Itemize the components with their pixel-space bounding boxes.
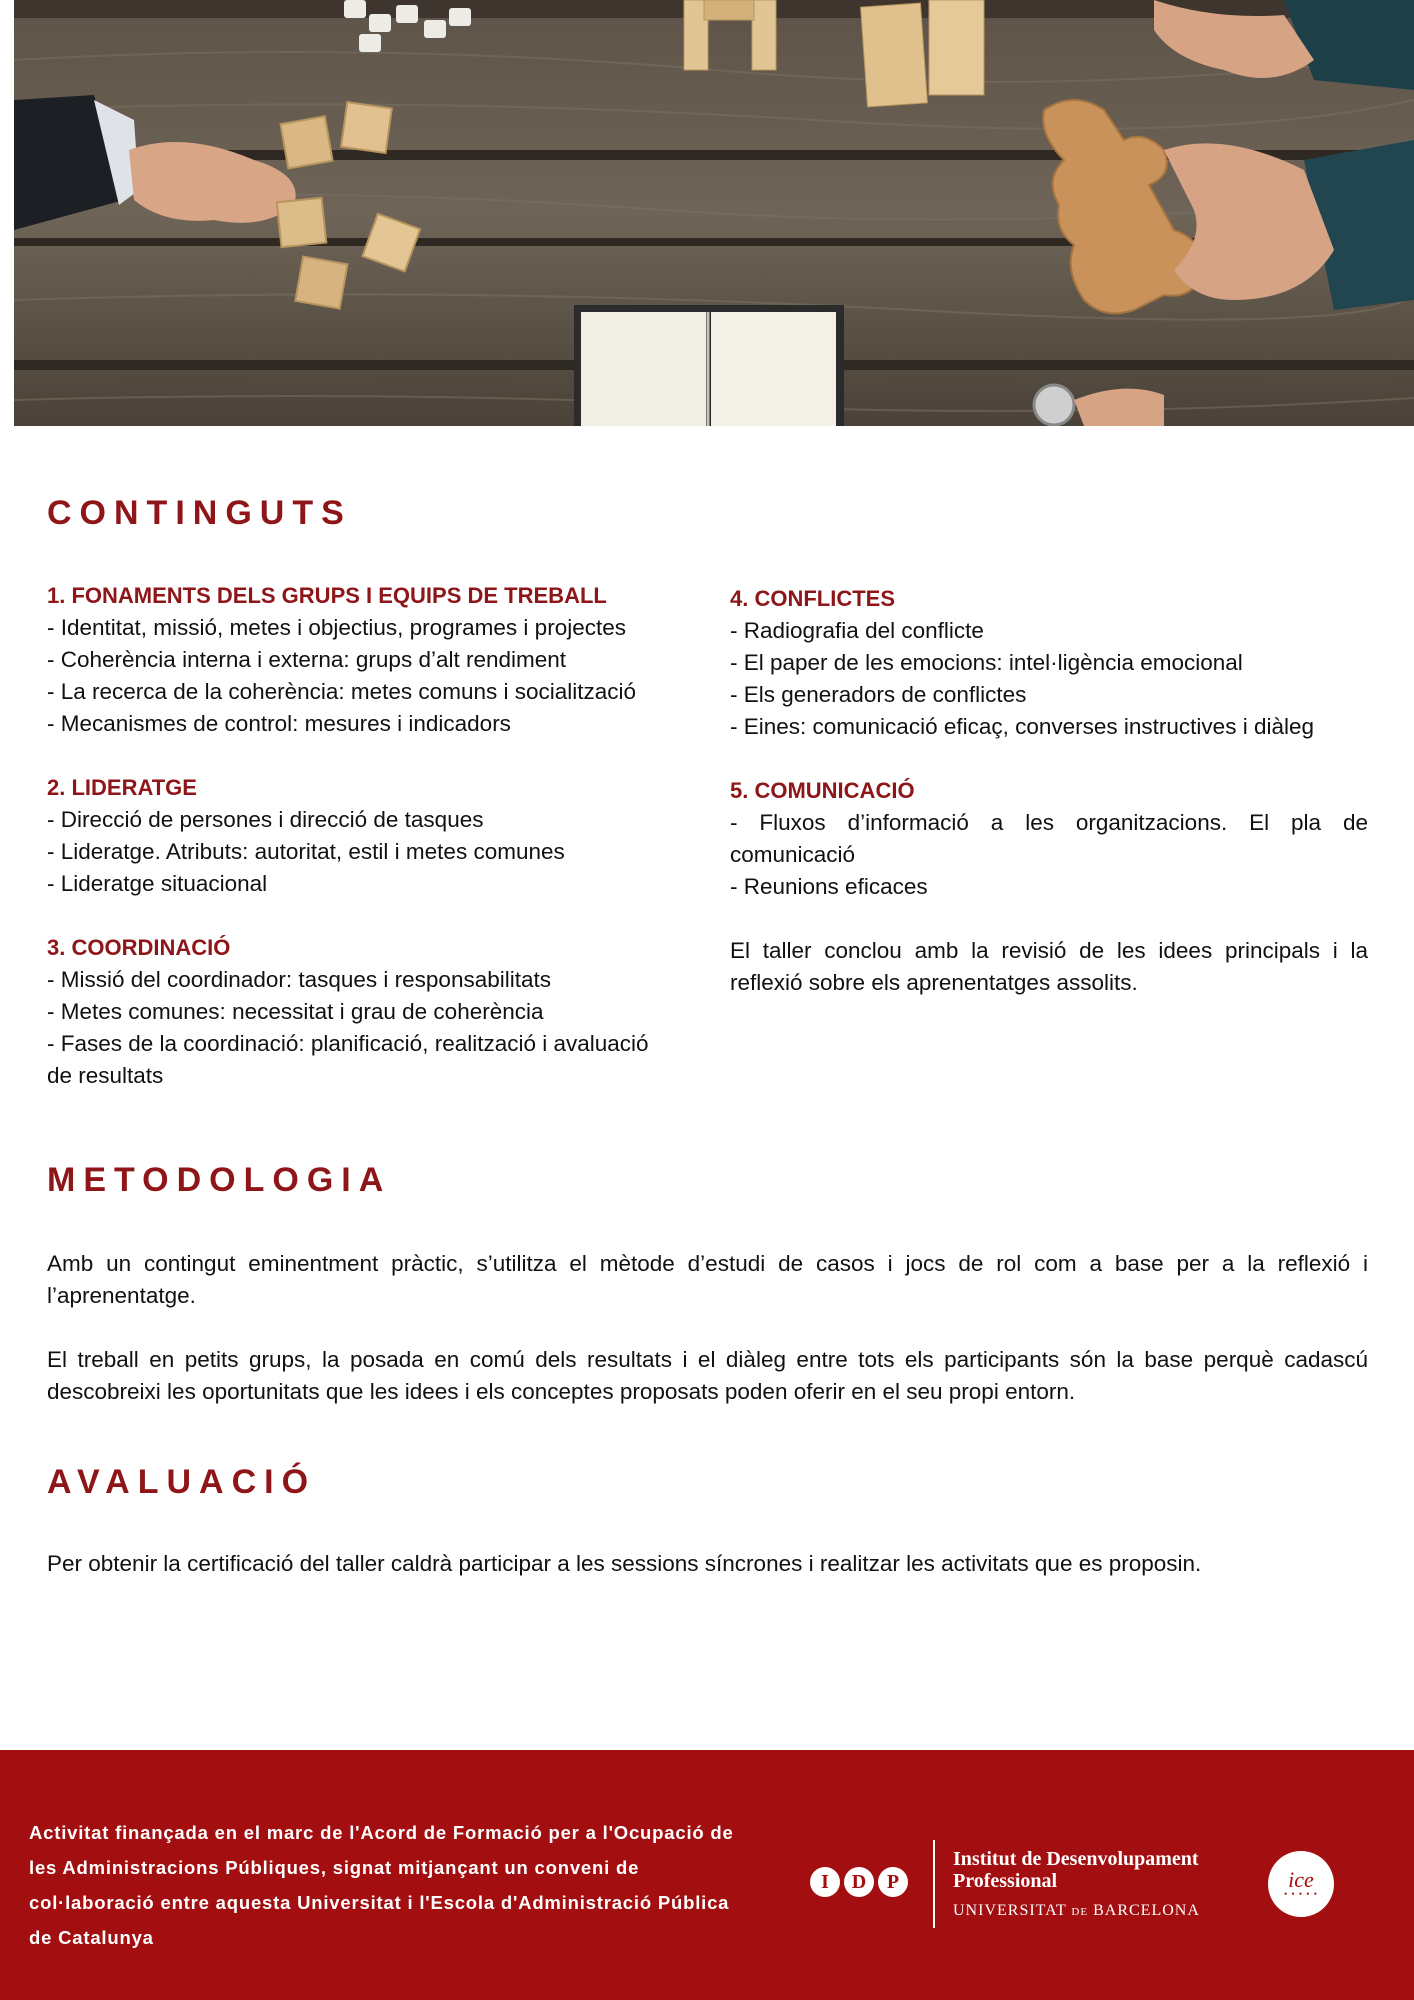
list-item: - Lideratge. Atributs: autoritat, estil i metes comunes	[47, 839, 565, 864]
list-item: - Metes comunes: necessitat i grau de coherència	[47, 999, 544, 1024]
list-item: - Fluxos d’informació a les organitzacions. El pla de comunicació	[730, 810, 1368, 867]
contents-left-column	[47, 580, 672, 1124]
list-item: - Eines: comunicació eficaç, converses instructives i diàleg	[730, 714, 1315, 739]
group-title: 4. CONFLICTES	[730, 586, 896, 611]
contents-section	[47, 494, 1368, 533]
list-item: - Reunions eficaces	[730, 874, 928, 899]
idp-letter: I	[810, 1867, 840, 1897]
list-item: - Els generadors de conflictes	[730, 682, 1027, 707]
hero-image	[14, 0, 1414, 426]
idp-logo-letters	[810, 1867, 908, 1897]
contents-right-column	[730, 583, 1368, 999]
methodology-paragraph: Amb un contingut eminentment pràctic, s’utilitza el mètode d’estudi de casos i jocs de rol com a base per a la reflexió i l’aprenentatge.	[47, 1251, 1368, 1308]
idp-institute-name	[953, 1848, 1199, 1892]
methodology-paragraph: El treball en petits grups, la posada en comú dels resultats i el diàleg entre tots els participants són la base perquè cadascú descobreixi les oportunitats que les idees i els conceptes proposats poden oferir en el seu propi entorn.	[47, 1347, 1368, 1404]
methodology-heading: METODOLOGIA	[47, 1161, 392, 1199]
list-item: - Lideratge situacional	[47, 871, 268, 896]
list-item: - La recerca de la coherència: metes comuns i socialització	[47, 679, 637, 704]
footer	[0, 1750, 1414, 2000]
list-item: - Fases de la coordinació: planificació, realització i avaluació de resultats	[47, 1031, 649, 1088]
evaluation-section	[47, 1463, 1368, 1502]
logo-divider	[933, 1840, 935, 1928]
list-item: - Radiografia del conflicte	[730, 618, 984, 643]
evaluation-body	[47, 1548, 1368, 1580]
contents-group-foundations	[47, 580, 672, 740]
idp-letter: D	[844, 1867, 874, 1897]
university-word: UNIVERSITAT	[953, 1902, 1067, 1919]
list-item: - Coherència interna i externa: grups d’alt rendiment	[47, 647, 567, 672]
idp-name-line: Institut de Desenvolupament	[953, 1848, 1199, 1870]
university-de: DE	[1071, 1906, 1089, 1918]
group-title: 2. LIDERATGE	[47, 775, 197, 800]
university-city: BARCELONA	[1093, 1902, 1200, 1919]
ice-logo-dots: • • • • •	[1284, 1889, 1318, 1899]
hero-illustration	[14, 0, 1414, 426]
list-item: - Missió del coordinador: tasques i responsabilitats	[47, 967, 551, 992]
evaluation-heading: AVALUACIÓ	[47, 1463, 317, 1501]
contents-group-coordination	[47, 932, 672, 1092]
methodology-body	[47, 1248, 1368, 1408]
methodology-section	[47, 1161, 1368, 1200]
list-item: - Mecanismes de control: mesures i indicadors	[47, 711, 511, 736]
contents-closing-text: El taller conclou amb la revisió de les idees principals i la reflexió sobre els aprenentatges assolits.	[730, 938, 1368, 995]
contents-heading: CONTINGUTS	[47, 494, 352, 532]
idp-name-line: Professional	[953, 1870, 1058, 1892]
group-title: 1. FONAMENTS DELS GRUPS I EQUIPS DE TREBALL	[47, 583, 607, 608]
contents-group-leadership	[47, 772, 672, 900]
evaluation-paragraph: Per obtenir la certificació del taller caldrà participar a les sessions síncrones i realitzar les activitats que es proposin.	[47, 1551, 1202, 1576]
group-title: 5. COMUNICACIÓ	[730, 778, 915, 803]
contents-group-communication	[730, 775, 1368, 903]
list-item: - El paper de les emocions: intel·ligència emocional	[730, 650, 1243, 675]
funding-notice: Activitat finançada en el marc de l'Acord de Formació per a l'Ocupació de les Administracions Públiques, signat mitjançant un conveni de col·laboració entre aquesta Universitat i l'Escola d'Administració Pública de Catalunya	[29, 1822, 734, 1948]
ice-logo	[1268, 1851, 1334, 1917]
contents-group-conflicts	[730, 583, 1368, 743]
list-item: - Direcció de persones i direcció de tasques	[47, 807, 484, 832]
idp-letter: P	[878, 1867, 908, 1897]
list-item: - Identitat, missió, metes i objectius, programes i projectes	[47, 615, 626, 640]
group-title: 3. COORDINACIÓ	[47, 935, 231, 960]
ice-logo-text: ice	[1288, 1867, 1314, 1892]
university-name	[953, 1902, 1200, 1920]
